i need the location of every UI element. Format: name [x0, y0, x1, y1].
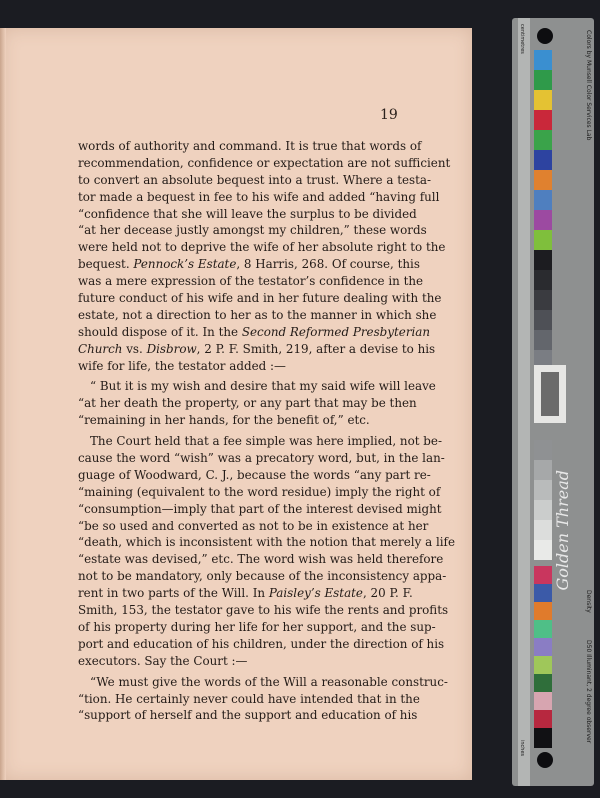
- inches-label: inches: [519, 740, 525, 757]
- text-line: executors. Say the Court :—: [78, 653, 248, 668]
- text-line: estate, not a direction to her as to the manner in which she: [78, 307, 437, 322]
- text-line: should dispose of it. In the Second Reformed Presbyterian: [78, 324, 431, 339]
- card-top-label: Colors by Munsell Color Services Lab: [585, 30, 592, 141]
- text-line: “tion. He certainly never could have intended that in the: [78, 691, 420, 706]
- text-line: was a mere expression of the testator’s confidence in the: [78, 274, 424, 289]
- color-patch: [534, 90, 552, 110]
- text-line: The Court held that a fee simple was here implied, not be-: [90, 434, 442, 449]
- color-patch: [534, 638, 552, 658]
- color-patch: [534, 230, 552, 250]
- brand-label: Golden Thread: [553, 470, 572, 591]
- text-line: “consumption—imply that part of the interest devised might: [78, 501, 442, 516]
- color-patch: [534, 270, 552, 290]
- text-line: to convert an absolute bequest into a trust. Where a testa-: [78, 172, 432, 187]
- color-patch: [534, 190, 552, 210]
- color-patch: [534, 602, 552, 622]
- ruler-strip: [518, 18, 530, 786]
- target-icon: [541, 372, 559, 416]
- color-patch: [534, 620, 552, 640]
- color-patch: [534, 210, 552, 230]
- text-line: port and education of his children, under the direction of his: [78, 636, 445, 651]
- text-line: “confidence that she will leave the surplus to be divided: [78, 206, 417, 221]
- density-label: Density: [585, 590, 592, 613]
- body-text: [78, 138, 455, 724]
- color-patch: [534, 674, 552, 694]
- text-line: “support of herself and the support and education of his: [78, 708, 418, 723]
- text-line: “estate was devised,” etc. The word wish was held therefore: [78, 552, 444, 567]
- color-patch: [534, 150, 552, 170]
- gray-patch: [534, 520, 552, 540]
- color-patch: [534, 50, 552, 70]
- text-line: of his property during her life for her support, and the sup-: [78, 619, 436, 634]
- color-patch: [534, 130, 552, 150]
- text-line: “remaining in her hands, for the benefit of,” etc.: [78, 413, 370, 428]
- color-patch: [534, 310, 552, 330]
- gray-patch: [534, 500, 552, 520]
- text-line: words of authority and command. It is true that words of: [78, 139, 422, 153]
- text-line: “maining (equivalent to the word residue) imply the right of: [78, 484, 441, 499]
- text-line: “at her death the property, or any part that may be then: [78, 396, 417, 411]
- text-line: Church vs. Disbrow, 2 P. F. Smith, 219, after a devise to his: [78, 341, 436, 356]
- text-line: wife for life, the testator added :—: [78, 358, 286, 373]
- text-line: not to be mandatory, only because of the inconsistency appa-: [78, 569, 447, 584]
- text-line: “death, which is inconsistent with the notion that merely a life: [78, 535, 455, 550]
- color-patch: [534, 170, 552, 190]
- page-number: 19: [380, 107, 398, 123]
- text-line: were held not to deprive the wife of her absolute right to the: [78, 240, 446, 255]
- color-patch: [534, 330, 552, 350]
- text-line: rent in two parts of the Will. In Paisley’s Estate, 20 P. F.: [78, 586, 413, 601]
- text-line: cause the word “wish” was a precatory word, but, in the lan-: [78, 451, 445, 466]
- text-line: “We must give the words of the Will a reasonable construc-: [90, 674, 448, 689]
- color-patch: [534, 290, 552, 310]
- text-line: tor made a bequest in fee to his wife and added “having full: [78, 189, 440, 204]
- card-hole-top: [537, 28, 553, 44]
- text-line: Smith, 153, the testator gave to his wife the rents and profits: [78, 603, 449, 618]
- text-line: “ But it is my wish and desire that my said wife will leave: [90, 379, 436, 394]
- page-edge: [0, 28, 6, 780]
- centimetres-label: centimetres: [519, 24, 525, 54]
- text-line: “be so used and converted as not to be in existence at her: [78, 518, 429, 533]
- color-patch: [534, 566, 552, 586]
- color-patch: [534, 584, 552, 604]
- color-patch: [534, 110, 552, 130]
- color-patch: [534, 710, 552, 730]
- color-patch: [534, 70, 552, 90]
- text-line: “at her decease justly amongst my children,” these words: [78, 223, 427, 238]
- color-patch: [534, 656, 552, 676]
- card-bottom-label: D50 Illuminant, 2 degree observer: [585, 640, 592, 744]
- color-patch: [534, 250, 552, 270]
- color-patch: [534, 692, 552, 712]
- gray-patch: [534, 440, 552, 460]
- gray-patch: [534, 460, 552, 480]
- gray-patch: [534, 480, 552, 500]
- text-line: future conduct of his wife and in her future dealing with the: [78, 291, 442, 306]
- text-line: recommendation, confidence or expectation are not sufficient: [78, 155, 451, 170]
- text-line: bequest. Pennock’s Estate, 8 Harris, 268. Of course, this: [78, 257, 420, 272]
- card-hole-bottom: [537, 752, 553, 768]
- text-line: guage of Woodward, C. J., because the words “any part re-: [78, 467, 431, 482]
- gray-patch: [534, 540, 552, 560]
- color-patch: [534, 728, 552, 748]
